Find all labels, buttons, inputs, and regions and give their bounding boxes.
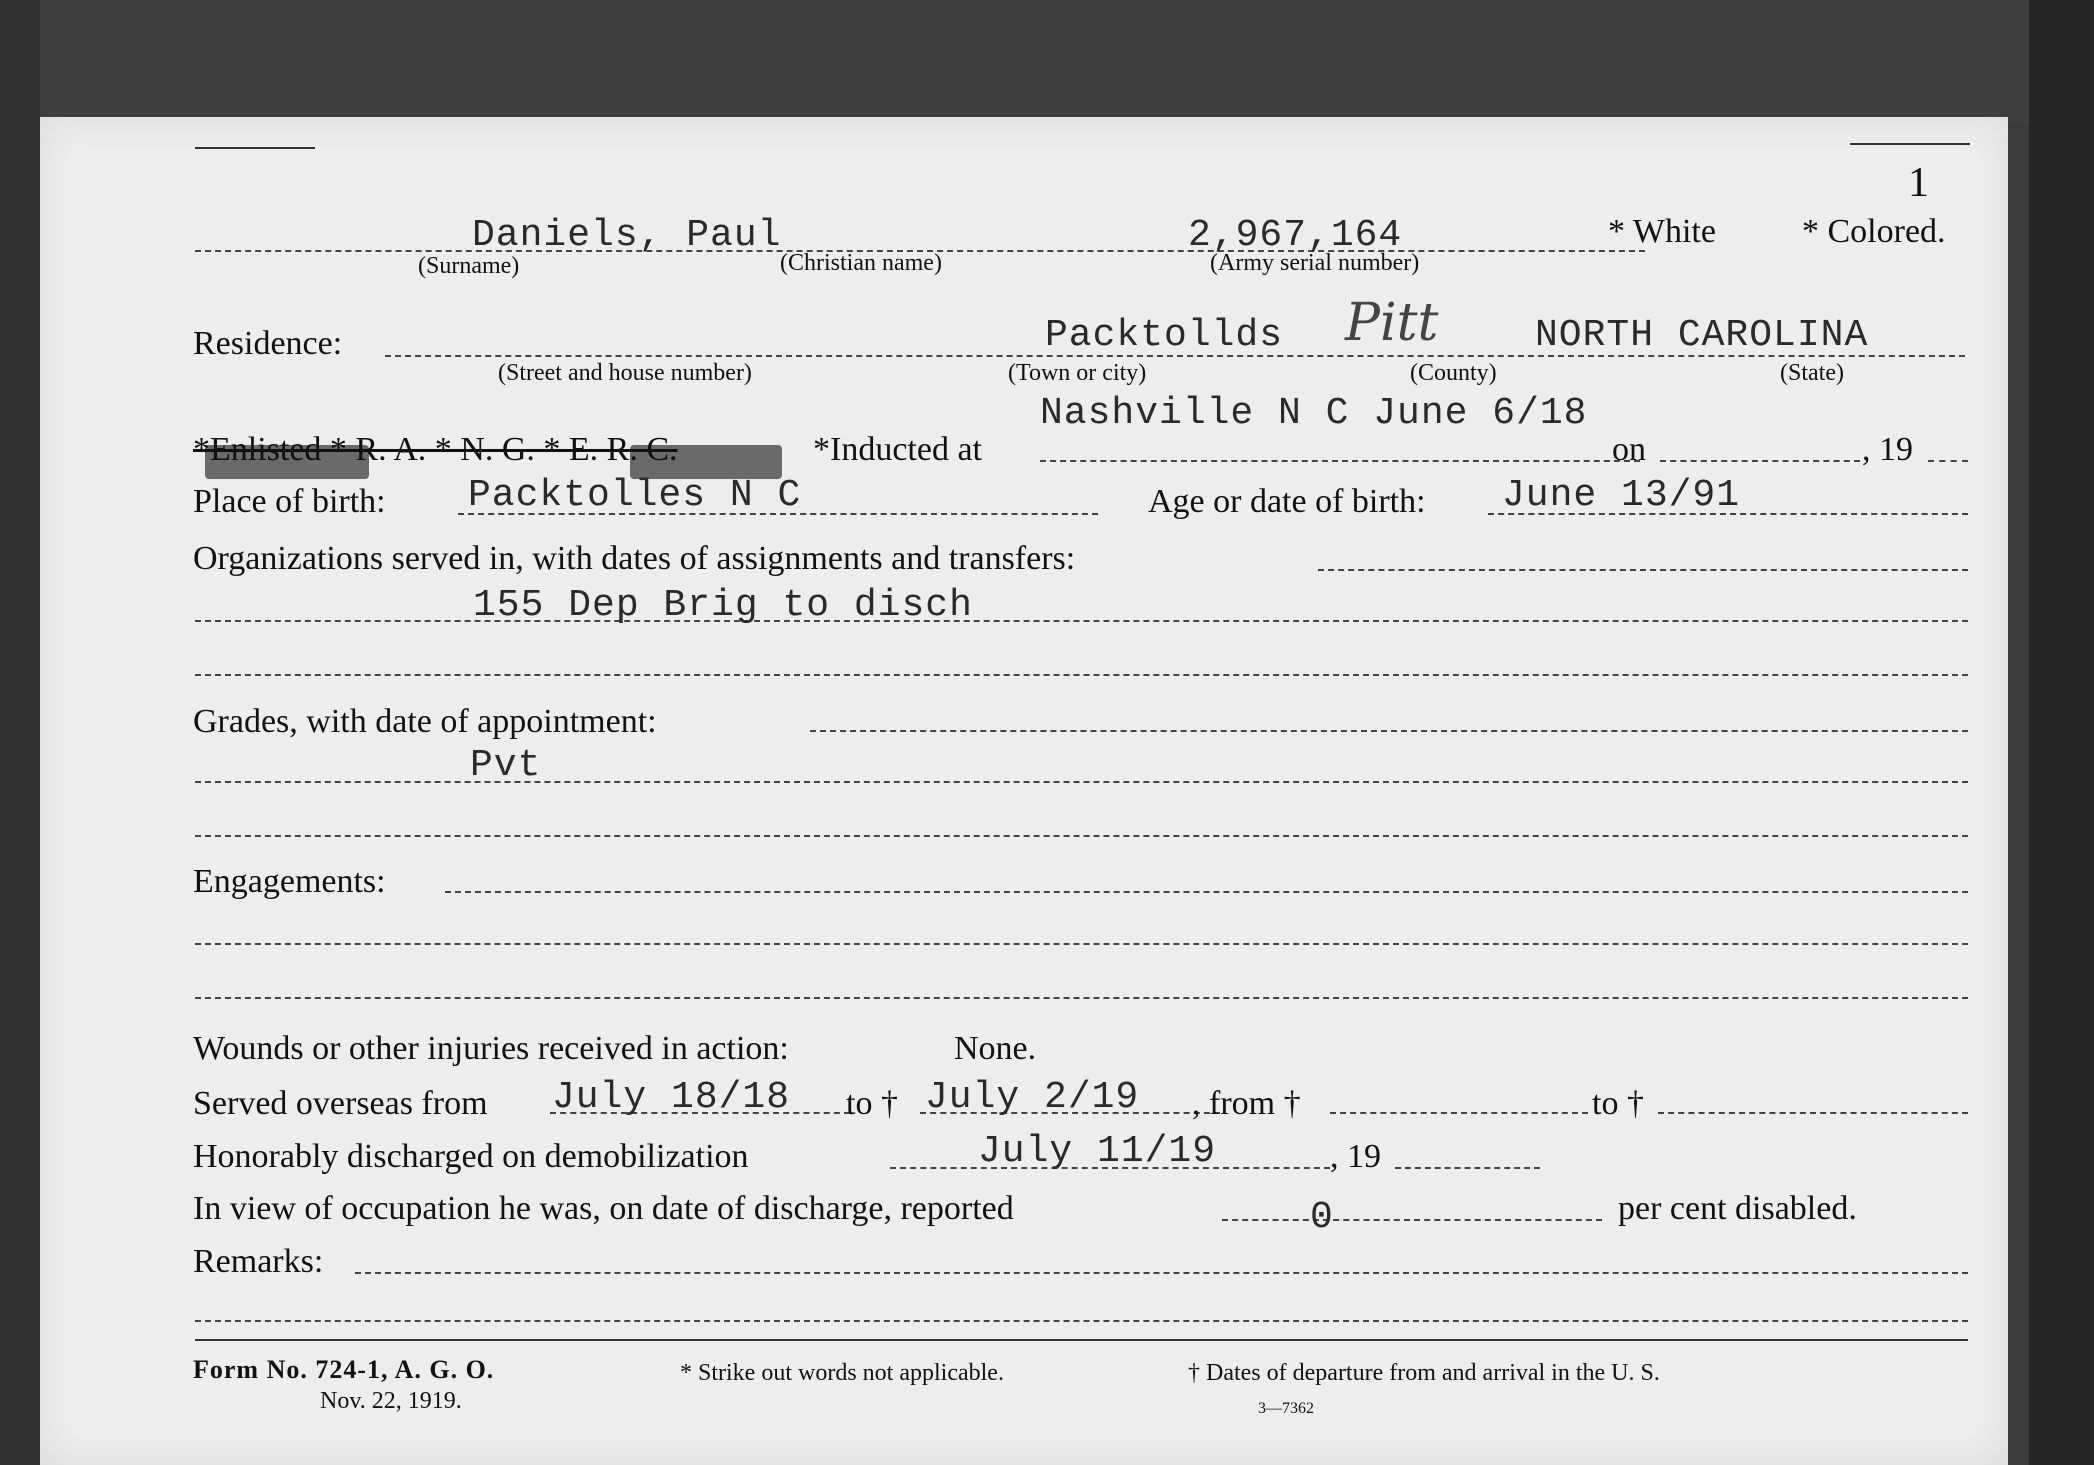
organizations-label: Organizations served in, with dates of assignments and transfers: <box>193 540 1076 577</box>
scan-background-right <box>2029 0 2094 1465</box>
strike-out-note: * Strike out words not applicable. <box>680 1360 1004 1386</box>
overseas-to2-line <box>1658 1112 1968 1114</box>
residence-label: Residence: <box>193 325 343 362</box>
scan-background-top <box>0 0 2094 125</box>
town-label: (Town or city) <box>1008 360 1147 386</box>
disability-line <box>1222 1219 1602 1221</box>
engagements-line-3 <box>195 997 1968 999</box>
grades-line-1 <box>810 730 1968 732</box>
grades-value: Pvt <box>470 744 542 787</box>
state-label: (State) <box>1780 360 1844 386</box>
engagements-label: Engagements: <box>193 863 386 900</box>
surname-label: (Surname) <box>418 253 520 279</box>
engagements-line-2 <box>195 943 1968 945</box>
name-value: Daniels, Paul <box>472 214 782 257</box>
wounds-label: Wounds or other injuries received in action: <box>193 1030 789 1067</box>
birth-date-label: Age or date of birth: <box>1148 483 1426 520</box>
overseas-from-value: July 18/18 <box>552 1076 791 1119</box>
disability-suffix: per cent disabled. <box>1618 1190 1857 1227</box>
form-number: Form No. 724-1, A. G. O. <box>193 1355 495 1384</box>
disability-label: In view of occupation he was, on date of discharge, reported <box>193 1190 1014 1227</box>
christian-name-label: (Christian name) <box>780 250 942 276</box>
birth-place-value: Packtolles N C <box>468 474 802 517</box>
inducted-label: *Inducted at <box>813 431 982 468</box>
birth-place-label: Place of birth: <box>193 483 386 520</box>
top-left-rule <box>195 147 315 149</box>
organizations-value: 155 Dep Brig to disch <box>473 584 973 627</box>
residence-town: Packtollds <box>1045 314 1284 357</box>
remarks-line-1 <box>355 1272 1968 1274</box>
grades-line-2 <box>195 781 1968 783</box>
discharge-year-line <box>1395 1167 1540 1169</box>
year-line <box>1928 460 1968 462</box>
induction-year: , 19 <box>1862 431 1913 468</box>
discharge-label: Honorably discharged on demobilization <box>193 1138 749 1175</box>
overseas-from2-line <box>1330 1112 1588 1114</box>
discharge-value: July 11/19 <box>978 1130 1217 1173</box>
top-right-rule <box>1850 143 1970 145</box>
overseas-label: Served overseas from <box>193 1085 488 1122</box>
scan-background-left <box>0 0 40 1465</box>
overseas-to-value: July 2/19 <box>925 1076 1140 1119</box>
overseas-from2-label: , from † <box>1192 1085 1301 1122</box>
race-white: * White <box>1608 213 1716 250</box>
enlisted-options: *Enlisted * R. A. * N. G. * E. R. C. <box>193 431 678 468</box>
county-label: (County) <box>1410 360 1497 386</box>
residence-county: Pitt <box>1345 293 1439 353</box>
induction-value: Nashville N C June 6/18 <box>1040 392 1588 435</box>
birth-date-value: June 13/91 <box>1502 474 1741 517</box>
organizations-line-1 <box>1318 569 1968 571</box>
wounds-value: None. <box>954 1030 1037 1067</box>
remarks-line-2 <box>195 1320 1968 1322</box>
serial-label: (Army serial number) <box>1210 250 1420 276</box>
street-label: (Street and house number) <box>498 360 752 386</box>
remarks-label: Remarks: <box>193 1243 324 1280</box>
on-label: on <box>1612 431 1646 468</box>
dates-note: † Dates of departure from and arrival in the U. S. <box>1188 1360 1660 1386</box>
race-colored: * Colored. <box>1802 213 1946 250</box>
disability-value: 0 <box>1310 1196 1334 1239</box>
overseas-to2-label: to † <box>1592 1085 1644 1122</box>
grades-line-3 <box>195 835 1968 837</box>
organizations-line-2 <box>195 620 1968 622</box>
organizations-line-3 <box>195 674 1968 676</box>
form-date: Nov. 22, 1919. <box>320 1388 462 1414</box>
record-card <box>40 117 2008 1465</box>
induction-line <box>1040 460 1640 462</box>
overseas-to-label: to † <box>846 1085 898 1122</box>
engagements-line-1 <box>445 891 1968 893</box>
card-number: 1 <box>1908 160 1929 206</box>
grades-label: Grades, with date of appointment: <box>193 703 657 740</box>
serial-value: 2,967,164 <box>1188 214 1403 257</box>
on-line <box>1660 460 1860 462</box>
residence-state: NORTH CAROLINA <box>1535 314 1869 357</box>
discharge-year: , 19 <box>1330 1138 1381 1175</box>
footer-rule <box>195 1339 1968 1341</box>
print-code: 3—7362 <box>1258 1400 1314 1417</box>
